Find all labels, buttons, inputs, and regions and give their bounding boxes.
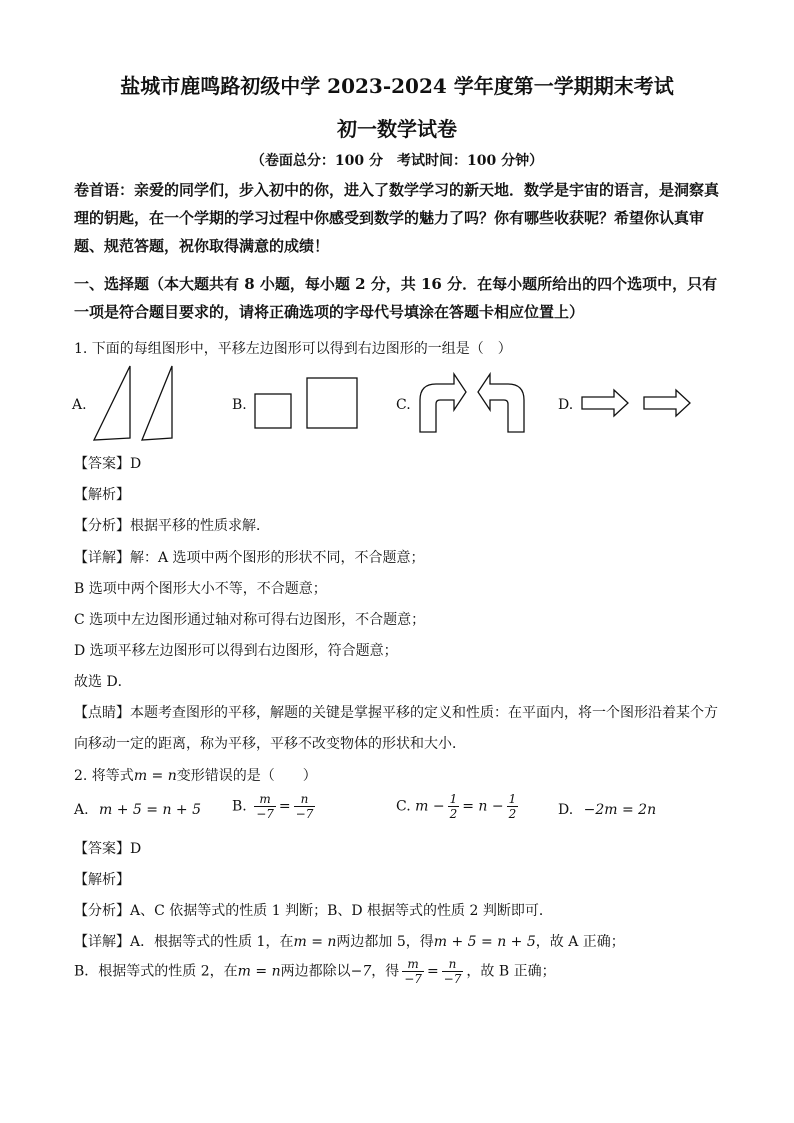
- q2-xiangjie-a: [74, 931, 625, 951]
- q2-option-a-expr: m + 5 = n + 5: [99, 802, 202, 818]
- text-span: ，得: [371, 963, 400, 980]
- fraction: [507, 792, 519, 821]
- q1-dianjing: 【点睛】本题考查图形的平移，解题的关键是掌握平移的定义和性质：在平面内，将一个图形沿着某个方向移动一定的距离，称为平移，平移不改变物体的形状和大小．: [74, 705, 718, 752]
- denominator: −7: [443, 972, 462, 986]
- q1-line-b: B 选项中两个图形大小不等，不合题意；: [74, 581, 327, 597]
- text-span: B．根据等式的性质 2，在: [74, 963, 238, 980]
- q2-option-c-mid: = n −: [462, 798, 504, 815]
- text-span: 【详解】A．根据等式的性质 1，在: [74, 934, 294, 950]
- turn-right-arrow-icon: [420, 374, 466, 432]
- triangle-left-icon: [94, 366, 130, 440]
- q2-option-a: [74, 802, 201, 818]
- section-heading: 一、选择题（本大题共有 8 小题，每小题 2 分，共 16 分．在每小题所给出的四个选项中，只有一项是符合题目要求的，请将正确选项的字母代号填涂在答题卡相应位置上）: [74, 275, 718, 321]
- q1-line-c: C 选项中左边图形通过轴对称可得右边图形，不合题意；: [74, 612, 426, 628]
- q1-option-b-label: B.: [232, 397, 247, 413]
- q1-option-c-label: C.: [396, 397, 411, 413]
- q2-option-c-label: C.: [396, 798, 411, 815]
- q2-stem-math: m = n: [133, 768, 177, 784]
- numerator: n: [442, 957, 464, 972]
- math-span: m = n: [293, 934, 337, 950]
- denominator: 2: [508, 807, 517, 821]
- q2-option-a-label: A.: [74, 802, 89, 818]
- numerator: m: [254, 792, 276, 807]
- text-span: ，故 B 正确；: [466, 963, 556, 980]
- text-span: 两边都除以: [280, 963, 351, 980]
- q2-fenxi: 【分析】A、C 依据等式的性质 1 判断；B、D 根据等式的性质 2 判断即可．: [74, 903, 553, 919]
- q1-answer: 【答案】D: [74, 456, 142, 472]
- q2-option-c: [396, 792, 521, 821]
- q2-option-d-label: D.: [558, 802, 574, 818]
- right-arrow-icon: [644, 390, 690, 416]
- q2-xiangjie-b: B．根据等式的性质 2，在m = n两边都除以−7，得 $\frac{m}{-7}$ = $\frac{n}{-7}$ ，故 B 正确；: [74, 957, 556, 986]
- math-span: −7: [350, 963, 372, 980]
- numerator: n: [294, 792, 316, 807]
- q2-option-b-label: B.: [232, 798, 247, 815]
- denominator: −7: [295, 807, 314, 821]
- q1-fenxi: 【分析】根据平移的性质求解．: [74, 518, 270, 534]
- numerator: m: [402, 957, 424, 972]
- denominator: −7: [256, 807, 274, 821]
- q2-stem-prefix: 2. 将等式: [74, 768, 134, 784]
- q1-option-a-triangles: [90, 362, 180, 444]
- intro-paragraph: 卷首语：亲爱的同学们，步入初中的你，进入了数学学习的新天地．数学是宇宙的语言，是洞察真理的钥匙，在一个学期的学习过程中你感受到数学的魅力了吗？你有哪些收获呢？希望你认真审题、规范答题，祝你取得满意的成绩！: [74, 181, 720, 255]
- q1-analysis-tag: 【解析】: [74, 487, 130, 503]
- q1-stem: 1. 下面的每组图形中，平移左边图形可以得到右边图形的一组是（ ）: [74, 341, 512, 357]
- turn-left-arrow-icon: [478, 374, 524, 432]
- q2-answer: 【答案】D: [74, 841, 142, 857]
- q2-stem-suffix: 变形错误的是（ ）: [176, 768, 317, 784]
- right-arrow-icon: [582, 390, 628, 416]
- q1-conclusion: 故选 D．: [74, 674, 132, 690]
- q1-xiangjie: 【详解】解：A 选项中两个图形的形状不同，不合题意；: [74, 550, 425, 566]
- math-span: m = n: [237, 963, 281, 980]
- q2-option-d: [558, 802, 656, 818]
- fraction: [402, 957, 424, 986]
- q1-option-d-arrows: [580, 388, 696, 418]
- fraction: [254, 792, 276, 821]
- fraction: [442, 957, 464, 986]
- large-square-icon: [307, 378, 357, 428]
- fraction: [448, 792, 460, 821]
- exam-title: 盐城市鹿鸣路初级中学 2023-2024 学年度第一学期期末考试: [120, 74, 674, 98]
- text-span: 两边都加 5，得: [336, 934, 434, 950]
- numerator: 1: [449, 792, 458, 806]
- math-span: m + 5 = n + 5: [433, 934, 536, 950]
- numerator: 1: [508, 792, 517, 806]
- q1-option-b-squares: [253, 376, 363, 432]
- q1-line-d: D 选项平移左边图形可以得到右边图形，符合题意；: [74, 643, 398, 659]
- denominator: −7: [404, 972, 422, 986]
- q2-option-c-left: m −: [415, 798, 445, 815]
- q2-stem: [74, 765, 317, 785]
- exam-info: （卷面总分：100 分 考试时间：100 分钟）: [250, 153, 544, 169]
- q1-option-a-label: A.: [72, 397, 87, 413]
- small-square-icon: [255, 394, 291, 428]
- exam-subtitle: 初一数学试卷: [337, 117, 457, 141]
- denominator: 2: [449, 807, 458, 821]
- q2-option-d-expr: −2m = 2n: [583, 802, 657, 818]
- fraction: [294, 792, 316, 821]
- q1-option-d-label: D.: [558, 397, 574, 413]
- q1-option-c-turn-arrows: [414, 370, 530, 436]
- text-span: ，故 A 正确；: [535, 934, 625, 950]
- triangle-right-icon: [142, 366, 172, 440]
- q2-analysis-tag: 【解析】: [74, 872, 130, 888]
- q2-option-b: B. $\frac{m}{-7}$ = $\frac{n}{-7}$: [232, 792, 314, 821]
